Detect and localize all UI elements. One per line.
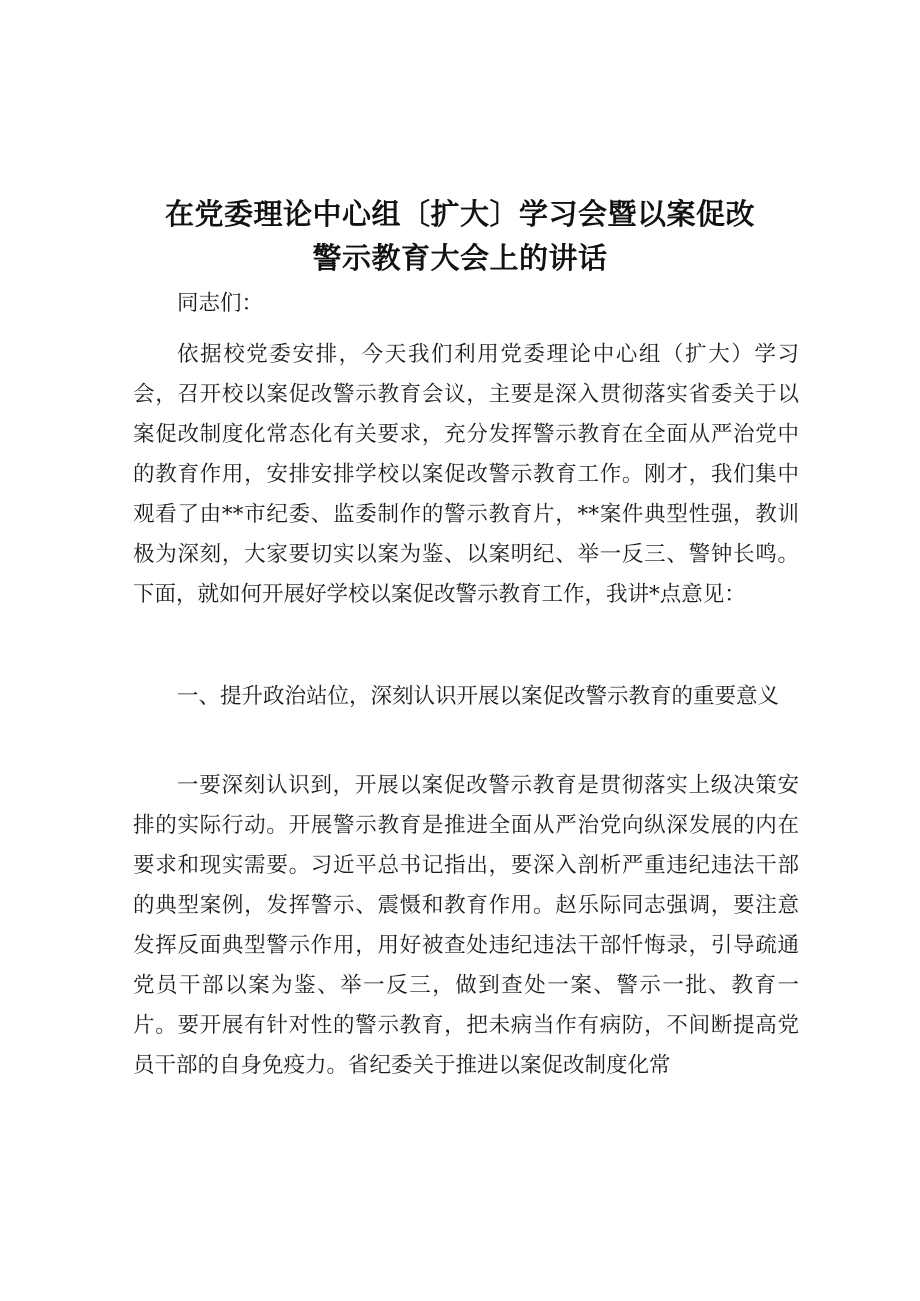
salutation: 同志们： [177,291,264,316]
section-heading-1: 一、提升政治站位，深刻认识开展以案促改警示教育的重要意义 [177,684,780,709]
document-title-line-1: 在党委理论中心组〔扩大〕学习会暨以案促改 [164,197,755,231]
document-title-line-2: 警示教育大会上的讲话 [312,241,608,275]
body-paragraph-2: 一要深刻认识到，开展以案促改警示教育是贯彻落实上级决策安排的实际行动。开展警示教育是推进全面从严治党向纵深发展的内在要求和现实需要。习近平总书记指出，要深入剖析严重违纪违法干部的典型案例，发挥警示、震慑和教育作用。赵乐际同志强调，要注意发挥反面典型警示作用，用好被查处违纪违法干部忏悔录，引导疏通党员干部以案为鉴、举一反三，做到查处一案、警示一批、教育一片。要开展有针对性的警示教育，把未病当作有病防，不间断提高党员干部的自身免疫力。省纪委关于推进以案促改制度化常 [133,773,799,1078]
body-paragraph-1: 依据校党委安排，今天我们利用党委理论中心组（扩大）学习会，召开校以案促改警示教育会议，主要是深入贯彻落实省委关于以案促改制度化常态化有关要求，充分发挥警示教育在全面从严治党中的教育作用，安排安排学校以案促改警示教育工作。刚才，我们集中观看了由**市纪委、监委制作的警示教育片，**案件典型性强，教训极为深刻，大家要切实以案为鉴、以案明纪、举一反三、警钟长鸣。下面，就如何开展好学校以案促改警示教育工作，我讲*点意见： [133,342,799,607]
